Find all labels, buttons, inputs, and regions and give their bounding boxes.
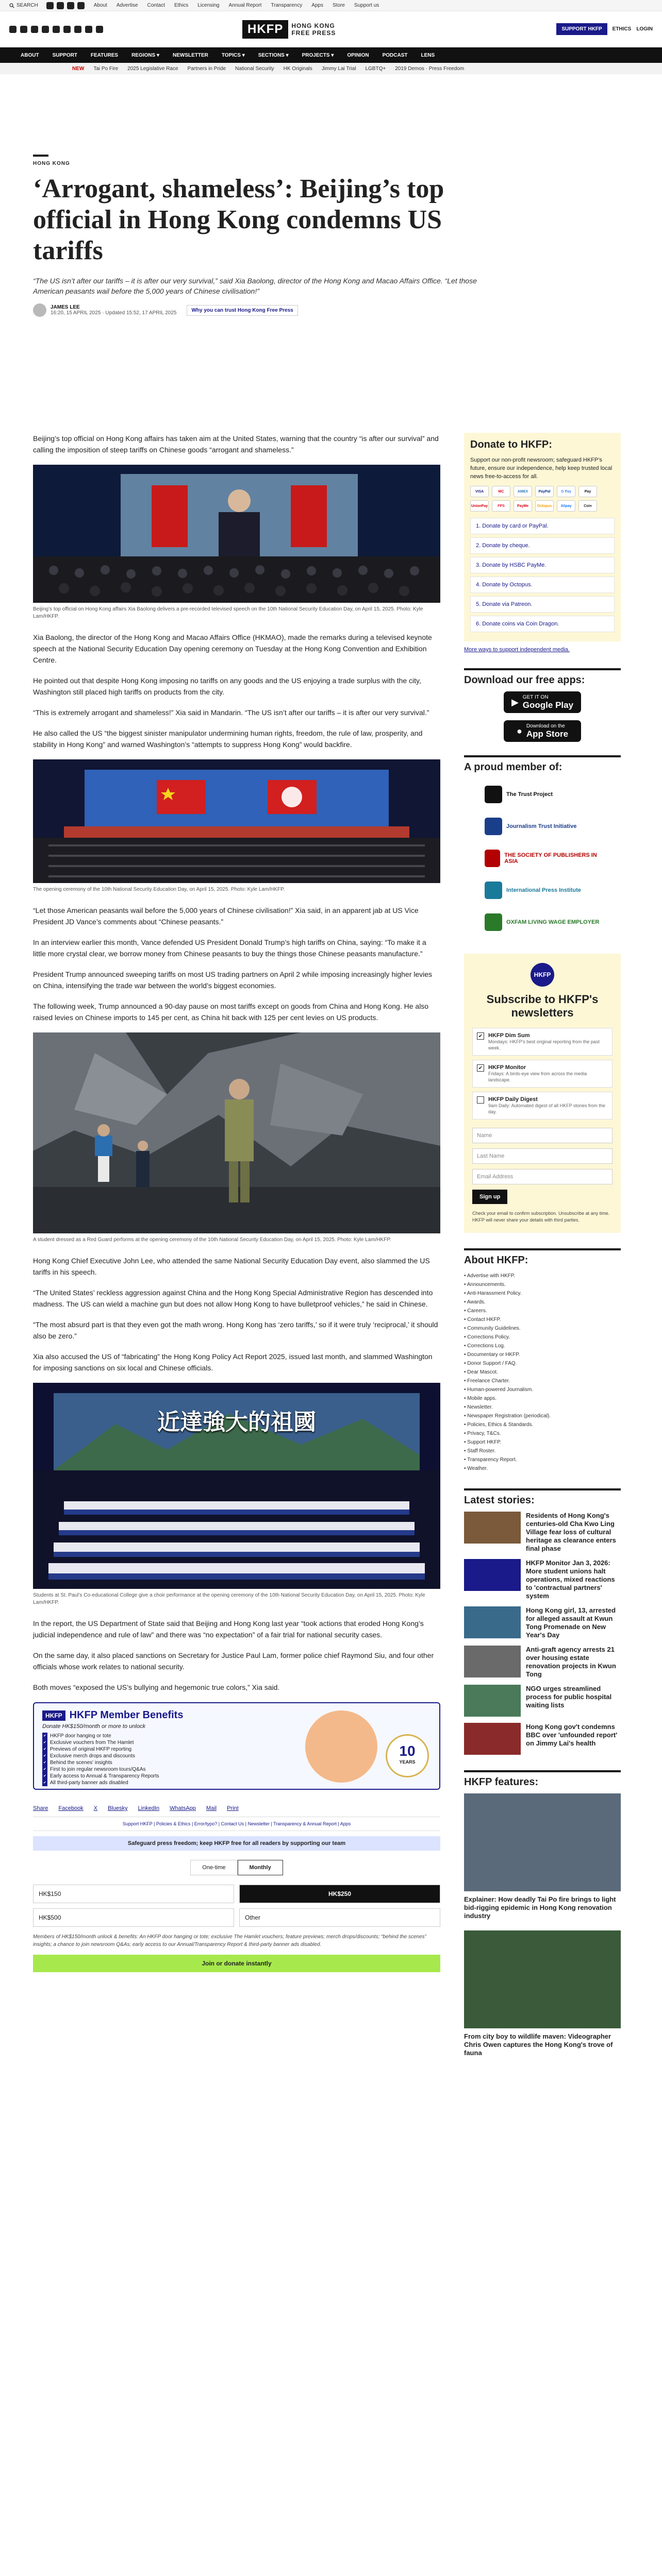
paragraph: Beijing’s top official on Hong Kong affairs has taken aim at the United States, warning that the country “is after our survival” and calling the imposition of steep tariffs on Chinese goods “arrogant and shameless.” — [33, 434, 439, 454]
amount-option[interactable]: HK$500 — [33, 1908, 234, 1927]
check-icon: ✔ — [42, 1753, 47, 1759]
member-logos — [464, 778, 621, 938]
photo-xia-speech — [33, 465, 440, 603]
nav-item[interactable]: TOPICS ▾ — [221, 52, 245, 58]
share-link[interactable]: Bluesky — [108, 1805, 128, 1811]
freq-monthly[interactable]: Monthly — [238, 1860, 283, 1875]
member-name: The Trust Project — [506, 791, 553, 798]
payment-icon: Coin — [578, 500, 597, 512]
support-links-line[interactable]: Support HKFP | Policies & Ethics | Error/typo? | Contact Us | Newsletter | Transparency & Annual Report | Apps — [33, 1817, 440, 1831]
main-nav — [0, 47, 662, 63]
payment-icons — [470, 486, 615, 512]
latest-story[interactable] — [464, 1685, 621, 1717]
paragraph: President Trump announced sweeping tariffs on most US trading partners on April 2 while imposing increasingly higher levies on China, intensifying the trade war between the world’s biggest economies. — [33, 970, 433, 990]
banner-text: 近達強大的祖國 — [157, 1409, 316, 1435]
paragraph: Both moves “exposed the US’s bullying and hegemonic true colors,” Xia said. — [33, 1683, 280, 1691]
site-header — [0, 11, 662, 47]
benefit-item — [42, 1746, 279, 1753]
about-link[interactable]: • Documentary or HKFP. — [464, 1352, 520, 1358]
latest-story[interactable] — [464, 1646, 621, 1679]
amount-option[interactable]: HK$150 — [33, 1885, 234, 1903]
payment-icon: Octopus — [535, 500, 554, 512]
benefit-text: First to join regular newsroom tours/Q&As — [49, 1767, 146, 1772]
paragraph: Xia Baolong, the director of the Hong Kong and Macao Affairs Office (HKMAO), made the remarks during a televised keynote speech at the National Security Education Day opening ceremony on Tuesday at the Hong Kong Convention and Exhibition Centre. — [33, 633, 432, 664]
article-title: ‘Arrogant, shameless’: Beijing’s top official in Hong Kong condemns US tariffs — [33, 174, 444, 265]
benefit-item — [42, 1773, 279, 1780]
site-logo[interactable] — [242, 20, 336, 39]
donate-option[interactable]: 4. Donate by Octopus. — [470, 577, 615, 593]
photo-red-guard — [33, 1032, 440, 1233]
newsletter-options — [472, 1028, 613, 1120]
member-logo[interactable] — [464, 842, 621, 874]
about-link[interactable]: • Corrections Log. — [464, 1343, 505, 1349]
photo-xia-speech-image — [33, 465, 440, 603]
about-link[interactable]: • Transparency Report. — [464, 1457, 517, 1463]
google-play-button[interactable]: ▶ GET IT ON Google Play — [504, 691, 581, 713]
about-link[interactable]: • Announcements. — [464, 1282, 506, 1287]
support-button[interactable]: SUPPORT HKFP — [556, 23, 607, 35]
feature-stories — [464, 1793, 621, 2057]
trending-item[interactable]: Tai Po Fire — [93, 65, 119, 72]
photo-red-guard-image — [33, 1032, 440, 1233]
publish-dates: 16:20, 15 APRIL 2025 · Updated 15:52, 17 APRIL 2025 — [51, 310, 177, 316]
check-icon: ✔ — [42, 1733, 47, 1739]
story-thumbnail — [464, 1512, 521, 1544]
check-icon: ✔ — [42, 1759, 47, 1766]
about-link[interactable]: • Policies, Ethics & Standards. — [464, 1422, 534, 1428]
newsletter-option[interactable] — [472, 1092, 613, 1120]
about-link[interactable]: • Awards. — [464, 1299, 486, 1305]
about-link[interactable]: • Newsletter. — [464, 1404, 493, 1410]
donate-options — [470, 518, 615, 632]
utility-link[interactable]: Annual Report — [228, 3, 262, 8]
newsletter-box — [464, 954, 621, 1233]
nav-item[interactable]: FEATURES — [90, 52, 119, 58]
utility-link[interactable]: Support us — [354, 3, 379, 8]
donate-title: Donate to HKFP: — [470, 439, 552, 450]
trending-new-label: NEW — [72, 65, 85, 72]
story-thumbnail — [464, 1723, 521, 1755]
about-link[interactable]: • Careers. — [464, 1308, 487, 1314]
apple-icon: ● — [516, 725, 522, 736]
amount-options — [33, 1885, 440, 1927]
about-link[interactable]: • Donor Support / FAQ. — [464, 1361, 517, 1366]
photo-choir — [33, 1383, 440, 1589]
donate-box — [464, 433, 621, 641]
checkbox[interactable]: ✔ — [477, 1064, 484, 1072]
mascot-illustration — [305, 1710, 377, 1783]
latest-story[interactable] — [464, 1512, 621, 1553]
search-icon — [9, 3, 14, 8]
article-body — [33, 433, 440, 1972]
donate-option[interactable]: 5. Donate via Patreon. — [470, 596, 615, 613]
newsletter-option-text — [488, 1064, 608, 1083]
share-link[interactable]: LinkedIn — [138, 1805, 160, 1811]
utility-link[interactable]: Transparency — [271, 3, 303, 8]
payment-icon: UnionPay — [470, 500, 489, 512]
story-thumbnail — [464, 1685, 521, 1717]
signup-button[interactable]: Sign up — [472, 1190, 507, 1204]
about-link[interactable]: • Human-powered Journalism. — [464, 1387, 534, 1393]
social-icons — [9, 26, 236, 33]
story-title[interactable]: HKFP Monitor Jan 3, 2026: More student unions halt operations, mixed reactions to 'contractual partners' system — [526, 1559, 615, 1600]
benefit-item — [42, 1759, 279, 1766]
badge-text: YEARS — [399, 1759, 416, 1765]
feature-story[interactable] — [464, 1930, 621, 2057]
sidebar — [464, 433, 621, 2067]
about-link[interactable]: • Corrections Policy. — [464, 1334, 510, 1340]
share-link[interactable]: X — [93, 1805, 98, 1811]
donate-option[interactable]: 2. Donate by cheque. — [470, 537, 615, 554]
bluesky-icon[interactable] — [74, 26, 81, 33]
app-store-button[interactable]: ● Download on the App Store — [504, 720, 581, 742]
photo-opening-ceremony-image — [33, 759, 440, 883]
paragraph: “The most absurd part is that they even got the math wrong. Hong Kong has ‘zero tariffs,’ so if it were truly ‘reciprocal,’ it should also be zero.” — [33, 1320, 438, 1340]
member-name: THE SOCIETY OF PUBLISHERS IN ASIA — [504, 852, 597, 865]
newsletter-option-desc: Mondays: HKFP's best original reporting from the past week. — [488, 1039, 600, 1050]
member-title: A proud member of: — [464, 755, 621, 773]
payment-icon: PayPal — [535, 486, 554, 497]
benefit-item — [42, 1780, 279, 1786]
benefits-title: HKFP Member Benefits — [69, 1709, 184, 1721]
share-link[interactable]: Mail — [206, 1805, 217, 1811]
about-link[interactable]: • Contact HKFP. — [464, 1317, 501, 1323]
newsletter-logo: HKFP — [531, 963, 554, 987]
author-name[interactable]: JAMES LEE — [51, 304, 80, 310]
logo-mark: HKFP — [242, 20, 288, 39]
nav-item[interactable]: REGIONS ▾ — [131, 52, 159, 58]
main-content — [33, 155, 621, 2057]
ethics-link[interactable]: ETHICS — [612, 26, 632, 32]
amount-option-selected[interactable]: HK$250 — [239, 1885, 440, 1903]
benefits-logo: HKFP — [42, 1710, 65, 1721]
telegram-icon[interactable] — [85, 26, 92, 33]
donate-option[interactable]: 1. Donate by card or PayPal. — [470, 518, 615, 534]
amount-option[interactable]: Other — [239, 1908, 440, 1927]
checkbox[interactable] — [477, 1096, 484, 1104]
newsletter-form — [472, 1128, 613, 1224]
check-icon: ✔ — [42, 1739, 47, 1746]
paragraph: “Let those American peasants wail before the 5,000 years of Chinese civilisation!” Xia said, in an apparent jab at US Vice President JD Vance’s comments about “Chinese peasants.” — [33, 906, 419, 926]
utility-link[interactable]: Ethics — [174, 3, 189, 8]
trending-item[interactable]: 2025 Legislative Race — [127, 65, 178, 72]
author-avatar — [33, 303, 46, 317]
member-logo[interactable] — [464, 778, 621, 810]
paragraph: “The United States’ reckless aggression against China and the Hong Kong Special Administrative Region has descended into madness. The US can wield a machine gun but does not allow Hong Kong to have bulletproof vehicles,” he said in Chinese. — [33, 1289, 433, 1308]
header-actions — [556, 23, 653, 35]
story-title[interactable]: Hong Kong gov't condemns BBC over 'unfounded report' on Jimmy Lai's health — [526, 1723, 618, 1747]
feature-title[interactable]: From city boy to wildlife maven: Videographer Chris Owen captures the Hong Kong's trove of fauna — [464, 2032, 613, 2057]
badge-number: 10 — [399, 1743, 416, 1759]
youtube-icon[interactable] — [77, 2, 85, 9]
x-icon[interactable] — [57, 2, 64, 9]
kicker-rule — [33, 155, 48, 157]
paragraph: “This is extremely arrogant and shameless!” Xia said in Mandarin. “The US isn’t after our tariffs – it is after our very survival.” — [33, 708, 429, 717]
member-logo-mark — [485, 850, 500, 867]
payment-icon: G Pay — [557, 486, 575, 497]
payment-icon: VISA — [470, 486, 489, 497]
about-links — [464, 1272, 621, 1473]
benefit-item — [42, 1733, 279, 1739]
newsletter-option-desc: Fridays: A birds-eye view from across the media landscape. — [488, 1071, 587, 1082]
social-icons-top — [46, 2, 85, 9]
photo-caption: Students at St. Paul’s Co-educational College give a choir performance at the opening ceremony of the 10th National Security Education Day, on April 15, 2025. Photo: Kyle Lam/HKFP. — [33, 1592, 425, 1605]
member-logo-mark — [485, 818, 502, 835]
about-link[interactable]: • Dear Mascot. — [464, 1369, 498, 1375]
latest-title: Latest stories: — [464, 1488, 621, 1506]
apps-title: Download our free apps: — [464, 668, 621, 686]
newsletter-note: Check your email to confirm subscription. Unsubscribe at any time. HKFP will never share your details with third parties. — [472, 1211, 610, 1223]
benefit-text: Exclusive merch drops and discounts — [49, 1753, 135, 1759]
benefit-item — [42, 1753, 279, 1759]
features-title: HKFP features: — [464, 1770, 621, 1788]
newsletter-option-desc: 9am Daily: Automated digest of all HKFP stories from the day. — [488, 1103, 605, 1114]
benefit-text: Early access to Annual & Transparency Reports — [49, 1773, 159, 1779]
instagram-icon[interactable] — [31, 26, 38, 33]
member-benefits-banner[interactable] — [33, 1702, 440, 1790]
nav-item[interactable]: PODCAST — [382, 52, 408, 58]
feature-image — [464, 1793, 621, 1891]
photo-caption: A student dressed as a Red Guard performs at the opening ceremony of the 10th National Security Education Day, on April 15, 2025. Photo: Kyle Lam/HKFP. — [33, 1237, 391, 1243]
search-button[interactable]: SEARCH — [9, 3, 38, 8]
payment-icon: FPS — [492, 500, 510, 512]
story-thumbnail — [464, 1559, 521, 1591]
newsletter-option-title: HKFP Monitor — [488, 1064, 526, 1071]
story-title[interactable]: NGO urges streamlined process for public hospital waiting lists — [526, 1685, 612, 1709]
about-link[interactable]: • Support HKFP. — [464, 1439, 502, 1445]
about-title: About HKFP: — [464, 1248, 621, 1266]
nav-item[interactable]: PROJECTS ▾ — [302, 52, 334, 58]
utility-link[interactable]: Store — [333, 3, 345, 8]
member-logo[interactable] — [464, 906, 621, 938]
trending-item[interactable]: HK Originals — [283, 65, 312, 72]
latest-stories — [464, 1512, 621, 1755]
paragraph: He pointed out that despite Hong Kong imposing no tariffs on any goods and the US enjoying a trade surplus with the city, Washington still placed high tariffs on products from the city. — [33, 676, 421, 696]
story-title[interactable]: Residents of Hong Kong's centuries-old Cha Kwo Ling Village fear loss of cultural heritage as clearance enters final phase — [526, 1512, 616, 1552]
paragraph: Xia also accused the US of “fabricating” the Hong Kong Policy Act Report 2025, issued last month, and slammed Washington for imposing sanctions on six local and Chinese officials. — [33, 1352, 433, 1372]
linkedin-icon[interactable] — [53, 26, 60, 33]
article-subhead: “The US isn’t after our tariffs – it is after our very survival,” said Xia Baolong, director of the Hong Kong and Macao Affairs Office. “Let those American peasants wail before the 5,000 years of Chinese civilisation!” — [33, 277, 477, 295]
member-logo-mark — [485, 913, 502, 931]
feature-story[interactable] — [464, 1793, 621, 1920]
share-links — [33, 1800, 440, 1817]
login-link[interactable]: LOGIN — [636, 26, 653, 32]
story-title[interactable]: Anti-graft agency arrests 21 over housing estate renovation projects in Kwun Tong — [526, 1646, 616, 1678]
trending-bar — [0, 63, 662, 74]
story-thumbnail — [464, 1646, 521, 1677]
paragraph: The following week, Trump announced a 90-day pause on most tariffs except on goods from China and Hong Kong. He also raised levies on Chinese imports to 145 per cent, as China hit back with 125 per cent levies on US products. — [33, 1002, 429, 1022]
member-line: Members of HK$150/month unlock & benefits: An HKFP door hanging or tote; exclusive The Hamlet vouchers; feature previews; merch drops/discounts; “behind the scenes” insights; a chance to join newsroom Q&As; early access to our Annual/Transparency Report & third-party banner ads disabled. — [33, 1934, 426, 1947]
trending-item[interactable]: Jimmy Lai Trial — [321, 65, 356, 72]
payment-icon: AMEX — [514, 486, 532, 497]
share-link[interactable]: Share — [33, 1805, 48, 1811]
nav-item[interactable]: OPINION — [347, 52, 369, 58]
donate-option[interactable]: 3. Donate by HSBC PayMe. — [470, 557, 615, 573]
utility-links — [94, 3, 379, 8]
payment-icon: PayMe — [514, 500, 532, 512]
member-logo[interactable] — [464, 810, 621, 842]
benefits-list — [42, 1733, 279, 1786]
feature-image — [464, 1930, 621, 2028]
paragraph: In the report, the US Department of State said that Beijing and Hong Kong last year “took actions that eroded Hong Kong’s judicial independence and rule of law” and there was “no expectation” of a fair trial for national security cases. — [33, 1619, 424, 1639]
logo-name: HONG KONG FREE PRESS — [291, 22, 336, 37]
photo-caption: The opening ceremony of the 10th National Security Education Day, on April 15, 2025. Photo: Kyle Lam/HKFP. — [33, 887, 285, 892]
check-icon: ✔ — [42, 1766, 47, 1773]
feature-title[interactable]: Explainer: How deadly Tai Po fire brings to light bid-rigging epidemic in Hong Kong renovation industry — [464, 1895, 616, 1920]
youtube-icon[interactable] — [42, 26, 49, 33]
x-icon[interactable] — [20, 26, 27, 33]
frequency-toggle — [33, 1860, 440, 1875]
newsletter-option[interactable] — [472, 1060, 613, 1088]
donate-option[interactable]: 6. Donate coins via Coin Dragon. — [470, 616, 615, 632]
about-link[interactable]: • Privacy, T&Cs. — [464, 1431, 501, 1436]
name-input[interactable]: Name — [472, 1128, 613, 1143]
benefit-text: Behind the scenes' insights — [49, 1760, 112, 1766]
trending-item[interactable]: LGBTQ+ — [365, 65, 386, 72]
rss-icon[interactable] — [96, 26, 103, 33]
member-logo-mark — [485, 882, 502, 899]
story-thumbnail — [464, 1606, 521, 1638]
payment-icon: MC — [492, 486, 510, 497]
category-kicker[interactable]: HONG KONG — [33, 161, 70, 166]
utility-link[interactable]: Advertise — [116, 3, 138, 8]
payment-icon: Alipay — [557, 500, 575, 512]
newsletter-option-title: HKFP Dim Sum — [488, 1032, 530, 1039]
share-link[interactable]: Print — [227, 1805, 239, 1811]
utility-link[interactable]: Apps — [311, 3, 323, 8]
check-icon: ✔ — [42, 1773, 47, 1780]
instagram-icon[interactable] — [67, 2, 74, 9]
about-link[interactable]: • Anti-Harassment Policy. — [464, 1291, 522, 1296]
paragraph: On the same day, it also placed sanctions on Secretary for Justice Paul Lam, former police chief Raymond Siu, and four other officials whose work relates to national security. — [33, 1651, 434, 1671]
donate-intro: Support our non-profit newsroom; safeguard HKFP's future, ensure our independence, help keep trusted local news free-to-access for all. — [470, 457, 613, 480]
about-link[interactable]: • Newspaper Registration (periodical). — [464, 1413, 551, 1419]
share-link[interactable]: WhatsApp — [170, 1805, 196, 1811]
benefit-item — [42, 1766, 279, 1773]
google-play-icon: ▶ — [511, 697, 519, 707]
utility-link[interactable]: Contact — [147, 3, 165, 8]
newsletter-option-text — [488, 1096, 608, 1115]
facebook-icon[interactable] — [46, 2, 54, 9]
trust-link[interactable]: Why you can trust Hong Kong Free Press — [187, 305, 297, 316]
newsletter-option-text — [488, 1032, 608, 1051]
freq-onetime[interactable]: One-time — [190, 1860, 237, 1875]
byline — [33, 303, 621, 317]
benefit-text: All third-party banner ads disabled — [49, 1780, 128, 1786]
benefit-text: Previews of original HKFP reporting — [49, 1747, 132, 1752]
threads-icon[interactable] — [63, 26, 71, 33]
share-link[interactable]: Facebook — [58, 1805, 84, 1811]
safeguard-banner: Safeguard press freedom; keep HKFP free for all readers by supporting our team — [33, 1836, 440, 1851]
newsletter-option-title: HKFP Daily Digest — [488, 1096, 538, 1103]
payment-icon: Pay — [578, 486, 597, 497]
newsletter-title: Subscribe to HKFP's newsletters — [486, 993, 599, 1019]
newsletter-option[interactable] — [472, 1028, 613, 1056]
utility-bar — [0, 0, 662, 11]
nav-item[interactable]: SECTIONS ▾ — [258, 52, 289, 58]
about-link[interactable]: • Community Guidelines. — [464, 1326, 521, 1331]
paragraph: In an interview earlier this month, Vance defended US President Donald Trump’s high tariffs on China, saying: “To make it a little more crystal clear, we borrow money from Chinese peasants to buy the things those Chinese peasants manufacture.” — [33, 938, 426, 958]
checkbox[interactable]: ✔ — [477, 1032, 484, 1040]
paragraph: Hong Kong Chief Executive John Lee, who attended the same National Security Education Day event, also slammed the US tariffs in his speech. — [33, 1257, 430, 1276]
photo-opening-ceremony — [33, 759, 440, 883]
member-name: International Press Institute — [506, 887, 581, 893]
join-button[interactable]: Join or donate instantly — [33, 1955, 440, 1972]
latest-story[interactable] — [464, 1559, 621, 1600]
anniversary-badge — [386, 1734, 429, 1777]
nav-item[interactable]: LENS — [421, 52, 435, 58]
latest-story[interactable] — [464, 1606, 621, 1639]
last-name-input[interactable]: Last Name — [472, 1148, 613, 1164]
about-link[interactable]: • Advertise with HKFP. — [464, 1273, 515, 1279]
utility-link[interactable]: About — [93, 3, 107, 8]
check-icon: ✔ — [42, 1746, 47, 1753]
photo-caption: Beijing’s top official on Hong Kong affairs Xia Baolong delivers a pre-recorded televised speech on the 10th National Security Education Day, on April 15, 2025. Photo: Kyle Lam/HKFP. — [33, 606, 423, 619]
more-ways-link[interactable]: More ways to support independent media. — [464, 647, 570, 653]
nav-item[interactable]: NEWSLETTER — [172, 52, 208, 58]
story-title[interactable]: Hong Kong girl, 13, arrested for alleged assault at Kwun Tong Promenade on New Year's Day — [526, 1606, 616, 1639]
latest-story[interactable] — [464, 1723, 621, 1755]
trending-item[interactable]: National Security — [235, 65, 274, 72]
trending-item[interactable]: Partners in Pride — [187, 65, 226, 72]
benefit-text: Exclusive vouchers from The Hamlet — [49, 1740, 134, 1745]
member-logo[interactable] — [464, 874, 621, 906]
check-icon: ✔ — [42, 1780, 47, 1786]
benefits-header — [42, 1709, 279, 1721]
trending-item[interactable]: 2019 Demos · Press Freedom — [395, 65, 465, 72]
member-logo-mark — [485, 786, 502, 803]
facebook-icon[interactable] — [9, 26, 16, 33]
benefit-item — [42, 1739, 279, 1746]
utility-link[interactable]: Licensing — [197, 3, 220, 8]
about-link[interactable]: • Mobile apps. — [464, 1396, 496, 1401]
nav-item[interactable]: ABOUT — [21, 52, 39, 58]
benefits-text — [42, 1709, 279, 1786]
member-name: Journalism Trust Initiative — [506, 823, 577, 829]
about-link[interactable]: • Weather. — [464, 1466, 488, 1471]
email-input[interactable]: Email Address — [472, 1169, 613, 1184]
member-name: OXFAM LIVING WAGE EMPLOYER — [506, 919, 600, 925]
about-link[interactable]: • Staff Roster. — [464, 1448, 496, 1454]
about-link[interactable]: • Freelance Charter. — [464, 1378, 510, 1384]
benefit-text: HKFP door hanging or tote — [49, 1733, 111, 1739]
nav-item[interactable]: SUPPORT — [52, 52, 77, 58]
paragraph: He also called the US “the biggest sinister manipulator undermining human rights, freedom, the rule of law, prosperity, and stability in Hong Kong” and warned Washington’s “attempts to suppress Hong Kong” would backfire. — [33, 729, 423, 749]
benefits-sub: Donate HK$150/month or more to unlock — [42, 1723, 145, 1730]
